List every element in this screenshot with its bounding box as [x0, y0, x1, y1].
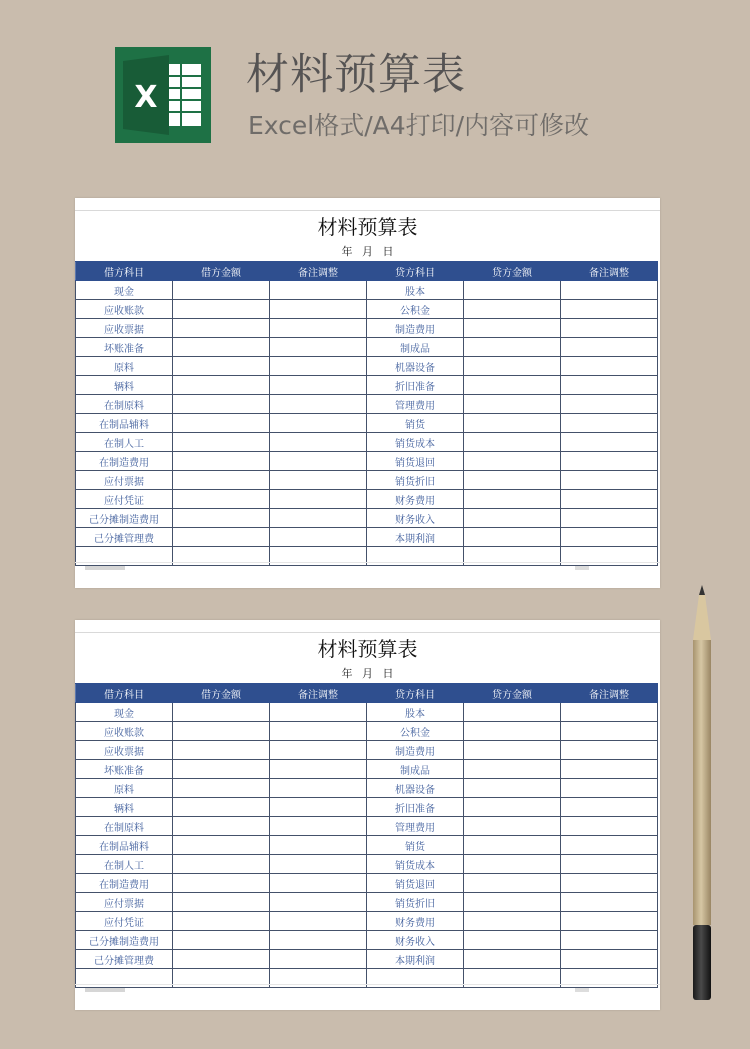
table-row [76, 528, 658, 547]
table-cell: 应付凭证 [76, 912, 173, 931]
table-cell: 销货 [367, 836, 464, 855]
table-cell [270, 452, 367, 471]
table-cell [270, 779, 367, 798]
table-cell [464, 338, 561, 357]
table-header-row [76, 684, 658, 703]
table-cell: 制成品 [367, 338, 464, 357]
table-cell [464, 912, 561, 931]
table-cell: 机器设备 [367, 779, 464, 798]
table-cell [561, 528, 658, 547]
table-cell: 折旧准备 [367, 376, 464, 395]
budget-table [75, 683, 658, 988]
table-cell [173, 779, 270, 798]
table-cell [173, 281, 270, 300]
table-cell: 辆料 [76, 798, 173, 817]
table-cell: 销货成本 [367, 855, 464, 874]
table-cell [270, 490, 367, 509]
table-row [76, 760, 658, 779]
table-cell: 应收账款 [76, 300, 173, 319]
table-cell [270, 319, 367, 338]
table-cell [173, 509, 270, 528]
sheet-date-line: 年 月 日 [341, 245, 394, 258]
page-subtitle: Excel格式/A4打印/内容可修改 [248, 111, 590, 140]
table-cell: 现金 [76, 703, 173, 722]
table-cell: 在制人工 [76, 855, 173, 874]
table-cell [561, 281, 658, 300]
table-cell: 应收票据 [76, 741, 173, 760]
table-cell [270, 528, 367, 547]
table-cell: 管理费用 [367, 817, 464, 836]
table-cell [270, 703, 367, 722]
table-cell: 制造费用 [367, 319, 464, 338]
table-cell [173, 490, 270, 509]
table-cell [561, 509, 658, 528]
table-cell [561, 760, 658, 779]
table-row [76, 319, 658, 338]
table-cell [270, 722, 367, 741]
table-row [76, 912, 658, 931]
table-cell [270, 509, 367, 528]
column-header: 借方金额 [173, 684, 270, 703]
sheet-footer [75, 562, 660, 577]
column-header: 备注调整 [561, 684, 658, 703]
table-row [76, 779, 658, 798]
sheet-divider [75, 210, 660, 211]
table-cell [270, 855, 367, 874]
sheet-tab-marker [85, 566, 125, 570]
table-header-row [76, 262, 658, 281]
table-cell [173, 722, 270, 741]
table-cell [561, 779, 658, 798]
table-cell: 股本 [367, 281, 464, 300]
table-cell: 财务费用 [367, 490, 464, 509]
pencil-icon [688, 585, 716, 1005]
table-cell [561, 836, 658, 855]
budget-sheet-preview [75, 198, 660, 588]
table-cell: 公积金 [367, 300, 464, 319]
table-cell [561, 300, 658, 319]
table-cell [270, 281, 367, 300]
table-cell [464, 376, 561, 395]
budget-table [75, 261, 658, 566]
column-header: 贷方科目 [367, 262, 464, 281]
table-cell [270, 760, 367, 779]
table-cell: 销货退回 [367, 874, 464, 893]
table-cell [464, 357, 561, 376]
table-cell [173, 376, 270, 395]
table-cell: 在制品辅料 [76, 836, 173, 855]
table-cell [173, 950, 270, 969]
table-cell: 坏账准备 [76, 760, 173, 779]
table-cell [270, 338, 367, 357]
table-cell [561, 855, 658, 874]
table-cell [270, 741, 367, 760]
table-cell [270, 300, 367, 319]
sheet-divider [75, 632, 660, 633]
table-cell: 辆料 [76, 376, 173, 395]
table-cell [270, 874, 367, 893]
table-cell: 应付票据 [76, 471, 173, 490]
table-cell [561, 433, 658, 452]
table-cell [561, 452, 658, 471]
table-cell [561, 798, 658, 817]
table-cell [270, 931, 367, 950]
table-cell [464, 433, 561, 452]
table-cell [173, 471, 270, 490]
table-cell: 应付凭证 [76, 490, 173, 509]
page-title: 材料预算表 [246, 50, 466, 100]
table-cell [561, 338, 658, 357]
table-cell [270, 893, 367, 912]
sheet-footer-mark [575, 566, 589, 570]
sheet-footer-mark [575, 988, 589, 992]
table-cell [270, 471, 367, 490]
table-cell: 己分摊管理费 [76, 950, 173, 969]
sheet-footer [75, 984, 660, 999]
table-cell [561, 912, 658, 931]
table-cell [270, 395, 367, 414]
column-header: 贷方科目 [367, 684, 464, 703]
table-cell [464, 414, 561, 433]
table-cell [561, 471, 658, 490]
table-cell [561, 703, 658, 722]
table-cell: 在制原料 [76, 817, 173, 836]
table-cell: 本期利润 [367, 528, 464, 547]
table-cell [464, 722, 561, 741]
table-cell [561, 414, 658, 433]
table-body [76, 703, 658, 988]
table-cell: 原料 [76, 779, 173, 798]
table-cell [561, 817, 658, 836]
table-row [76, 855, 658, 874]
table-cell: 制造费用 [367, 741, 464, 760]
table-cell [464, 798, 561, 817]
table-cell [561, 376, 658, 395]
table-cell [173, 931, 270, 950]
table-cell: 财务收入 [367, 509, 464, 528]
table-cell [464, 528, 561, 547]
table-cell [464, 281, 561, 300]
table-cell: 本期利润 [367, 950, 464, 969]
table-row [76, 471, 658, 490]
table-row [76, 722, 658, 741]
table-body [76, 281, 658, 566]
table-cell [464, 855, 561, 874]
table-cell [464, 509, 561, 528]
table-cell: 在制人工 [76, 433, 173, 452]
table-cell [464, 452, 561, 471]
table-row [76, 741, 658, 760]
table-cell [561, 931, 658, 950]
table-cell [173, 395, 270, 414]
table-cell [464, 931, 561, 950]
table-cell [270, 414, 367, 433]
table-cell: 己分摊制造费用 [76, 931, 173, 950]
table-cell [561, 490, 658, 509]
table-cell: 己分摊管理费 [76, 528, 173, 547]
table-cell [173, 433, 270, 452]
table-cell: 机器设备 [367, 357, 464, 376]
table-cell [561, 893, 658, 912]
table-cell [173, 893, 270, 912]
table-row [76, 703, 658, 722]
table-cell [464, 703, 561, 722]
table-cell: 管理费用 [367, 395, 464, 414]
table-cell [464, 319, 561, 338]
table-cell: 股本 [367, 703, 464, 722]
table-cell: 在制品辅料 [76, 414, 173, 433]
table-cell [464, 300, 561, 319]
table-row [76, 836, 658, 855]
sheet-title: 材料预算表 [317, 637, 418, 661]
table-cell: 财务收入 [367, 931, 464, 950]
table-row [76, 490, 658, 509]
table-cell [561, 722, 658, 741]
table-cell [561, 319, 658, 338]
table-row [76, 281, 658, 300]
table-cell [173, 741, 270, 760]
table-cell: 销货 [367, 414, 464, 433]
table-cell: 公积金 [367, 722, 464, 741]
table-row [76, 817, 658, 836]
table-cell [561, 357, 658, 376]
table-cell [173, 874, 270, 893]
table-cell [464, 836, 561, 855]
budget-sheet-preview [75, 620, 660, 1010]
table-cell [464, 817, 561, 836]
table-cell [464, 874, 561, 893]
table-cell [173, 357, 270, 376]
table-cell [561, 950, 658, 969]
table-cell: 折旧准备 [367, 798, 464, 817]
excel-logo-icon [115, 47, 211, 143]
column-header: 备注调整 [561, 262, 658, 281]
table-cell [173, 817, 270, 836]
table-row [76, 414, 658, 433]
column-header: 贷方金额 [464, 262, 561, 281]
table-row [76, 893, 658, 912]
sheet-tab-marker [85, 988, 125, 992]
table-cell: 在制造费用 [76, 874, 173, 893]
table-cell [561, 874, 658, 893]
table-cell: 销货折旧 [367, 471, 464, 490]
column-header: 借方科目 [76, 262, 173, 281]
column-header: 贷方金额 [464, 684, 561, 703]
table-cell: 坏账准备 [76, 338, 173, 357]
table-cell [270, 798, 367, 817]
sheet-date-line: 年 月 日 [341, 667, 394, 680]
table-row [76, 931, 658, 950]
table-cell [173, 319, 270, 338]
table-row [76, 452, 658, 471]
table-cell [464, 779, 561, 798]
table-cell [173, 414, 270, 433]
table-cell [173, 798, 270, 817]
table-cell [270, 817, 367, 836]
table-cell [173, 703, 270, 722]
table-cell: 财务费用 [367, 912, 464, 931]
table-row [76, 338, 658, 357]
table-cell [464, 950, 561, 969]
table-cell: 现金 [76, 281, 173, 300]
table-cell: 销货退回 [367, 452, 464, 471]
table-row [76, 433, 658, 452]
table-cell [464, 395, 561, 414]
table-cell [270, 433, 367, 452]
table-cell: 应付票据 [76, 893, 173, 912]
table-cell [270, 950, 367, 969]
table-cell [173, 452, 270, 471]
table-cell [173, 855, 270, 874]
column-header: 备注调整 [270, 262, 367, 281]
column-header: 借方科目 [76, 684, 173, 703]
table-cell: 应收账款 [76, 722, 173, 741]
table-cell [561, 395, 658, 414]
table-cell [464, 760, 561, 779]
table-cell [464, 490, 561, 509]
table-cell [270, 376, 367, 395]
table-cell [464, 471, 561, 490]
table-cell: 制成品 [367, 760, 464, 779]
table-cell [173, 300, 270, 319]
table-row [76, 798, 658, 817]
table-cell [561, 741, 658, 760]
table-cell [270, 836, 367, 855]
table-cell [173, 760, 270, 779]
table-row [76, 950, 658, 969]
sheet-title: 材料预算表 [317, 215, 418, 239]
svg-text:X: X [134, 80, 158, 115]
column-header: 借方金额 [173, 262, 270, 281]
table-row [76, 300, 658, 319]
table-cell [464, 741, 561, 760]
table-cell [173, 836, 270, 855]
table-row [76, 357, 658, 376]
table-cell [270, 912, 367, 931]
table-cell: 在制造费用 [76, 452, 173, 471]
table-cell: 在制原料 [76, 395, 173, 414]
table-row [76, 874, 658, 893]
table-cell [173, 528, 270, 547]
table-cell: 原料 [76, 357, 173, 376]
table-cell: 销货成本 [367, 433, 464, 452]
table-row [76, 376, 658, 395]
table-cell: 己分摊制造费用 [76, 509, 173, 528]
table-row [76, 509, 658, 528]
table-cell [173, 338, 270, 357]
table-cell [270, 357, 367, 376]
table-cell [464, 893, 561, 912]
table-cell: 应收票据 [76, 319, 173, 338]
table-row [76, 395, 658, 414]
table-cell: 销货折旧 [367, 893, 464, 912]
table-cell [173, 912, 270, 931]
column-header: 备注调整 [270, 684, 367, 703]
